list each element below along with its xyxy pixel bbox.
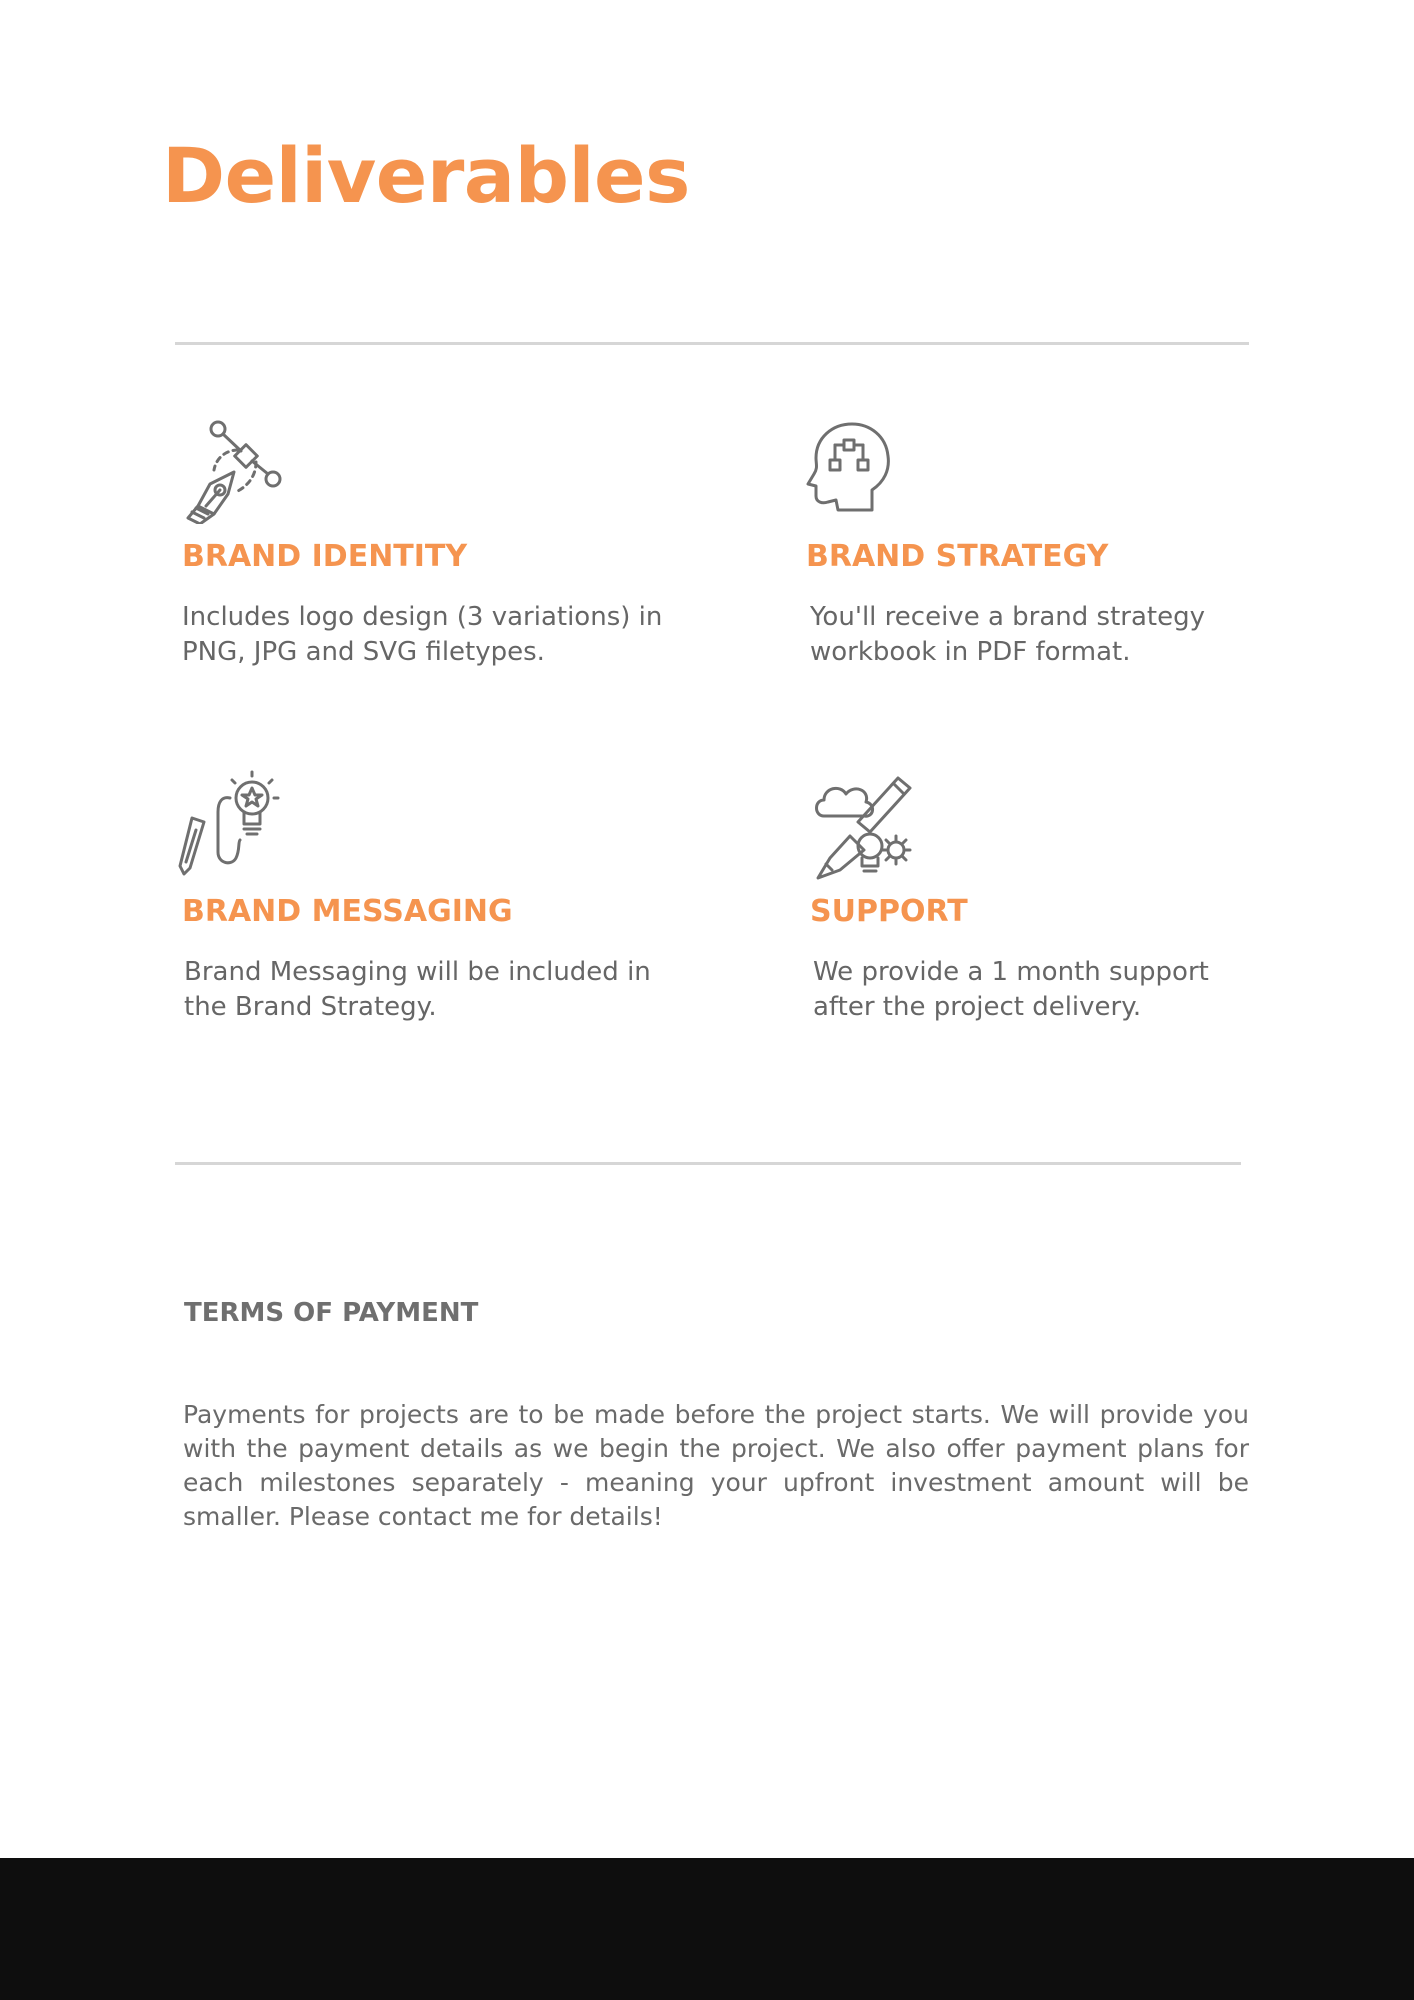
- brand-messaging-heading: BRAND MESSAGING: [182, 894, 513, 929]
- terms-description: Payments for projects are to be made before the project starts. We will provide you with the payment details as we begin the project. We also offer payment plans for each milestones separately - meaning your upfront investment amount will be smaller. Please contact me for details!: [183, 1400, 1249, 1531]
- brand-identity-description: Includes logo design (3 variations) in PNG, JPG and SVG filetypes.: [182, 602, 663, 667]
- pen-tool-icon: [176, 414, 286, 524]
- top-divider: [175, 342, 1249, 345]
- creative-tools-icon: [810, 774, 920, 884]
- support-heading: SUPPORT: [810, 894, 968, 929]
- head-network-icon: [800, 418, 910, 528]
- pencil-lightbulb-icon: [174, 768, 284, 878]
- brand-strategy-description: You'll receive a brand strategy workbook in PDF format.: [810, 602, 1205, 667]
- page-title: Deliverables: [162, 131, 690, 220]
- brand-strategy-heading: BRAND STRATEGY: [806, 539, 1109, 574]
- bottom-divider: [175, 1162, 1241, 1165]
- support-description: We provide a 1 month support after the project delivery.: [813, 957, 1209, 1022]
- footer-band: [0, 1858, 1414, 2000]
- brand-messaging-description: Brand Messaging will be included in the Brand Strategy.: [184, 957, 651, 1022]
- terms-heading: TERMS OF PAYMENT: [184, 1298, 479, 1328]
- brand-identity-heading: BRAND IDENTITY: [182, 539, 468, 574]
